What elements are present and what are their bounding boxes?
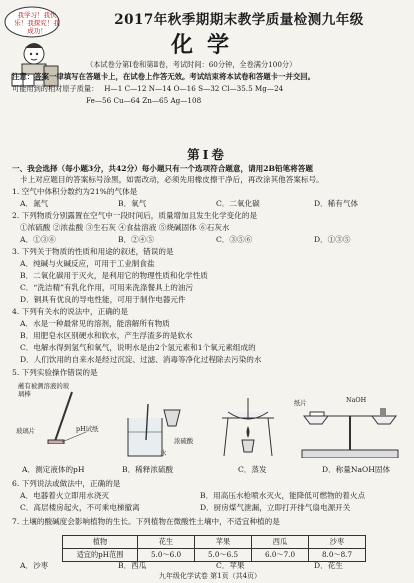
q3-option-a: A．纯碱与火碱反应，可用于工业制食盐 <box>20 259 155 268</box>
q1-stem: 1. 空气中体积分数约为21%的气体是 <box>12 187 138 196</box>
table-row <box>63 536 366 549</box>
q5-option-c: C．蒸发 <box>238 465 267 474</box>
table-cell: 适宜的pH范围 <box>63 549 138 562</box>
q5-option-d: D．称量NaOH固体 <box>322 465 391 474</box>
q7-option-d: D．花生 <box>314 561 343 570</box>
table-cell: 花生 <box>138 536 195 549</box>
q3-stem: 3. 下列关于物质的性质和用途的叙述，错误的是 <box>12 247 174 256</box>
table-cell: 西瓜 <box>252 536 309 549</box>
q4-option-d: D．人们饮用的自来水是经过沉淀、过滤、消毒等净化过程除去污染的水 <box>20 355 262 364</box>
evaporation-figure <box>214 396 284 460</box>
q4-option-a: A．水是一种最常见的溶剂，能溶解所有物质 <box>20 319 170 328</box>
table-cell: 8.0～8.7 <box>309 549 366 562</box>
exam-instruction: 注意：答案一律填写在答题卡上，在试卷上作答无效。考试结束将本试卷和答题卡一并交回。 <box>12 72 316 81</box>
figure-b-label-water: 水 <box>160 449 167 457</box>
q6-option-b: B．用高压水枪喷水灭火，能降低可燃物的着火点 <box>200 491 366 500</box>
q4-option-b: B．用肥皂水区别硬水和软水，产生浮渣多的是软水 <box>20 331 193 340</box>
figure-a-label-paper: pH试纸 <box>76 425 99 433</box>
q6-option-d: D．厨房煤气泄漏，立即打开排气扇电源开关 <box>200 503 351 512</box>
atomic-mass-label <box>12 84 283 93</box>
q2-items: ①浓硫酸 ②浓盐酸 ③生石灰 ④食盐溶液 ⑤烧碱固体 ⑥石灰水 <box>20 223 230 232</box>
q3-option-c: C．“洗洁精”有乳化作用，可用来洗涤餐具上的油污 <box>20 283 194 292</box>
subject-title: 化学 <box>170 32 243 58</box>
figure-d-label-paper: 纸片 <box>294 399 307 407</box>
table-cell: 5.0～6.0 <box>138 549 195 562</box>
speech-bubble-text: 我学习！我快乐！我探究！我成功！ <box>14 11 60 35</box>
q6-stem: 6. 下列说法或做法中，正确的是 <box>12 479 121 488</box>
q7-stem: 7. 土壤的酸碱度会影响植物的生长。下列植物在微酸性土壤中，不适宜种植的是 <box>12 517 280 526</box>
q7-option-b: B．西瓜 <box>118 561 147 570</box>
q1-option-d: D．稀有气体 <box>314 199 359 208</box>
q6-option-a: A．电器着火立即用水浇灭 <box>20 491 110 500</box>
q2-option-d: D．①③⑤ <box>314 235 351 244</box>
table-cell: 沙枣 <box>309 536 366 549</box>
exam-note: （本试卷分第Ⅰ卷和第Ⅱ卷，考试时间：60分钟，全卷满分100分） <box>86 60 297 69</box>
exam-title: 2017年秋季期期末教学质量检测九年级 <box>114 12 364 28</box>
q1-option-b: B．氧气 <box>118 199 147 208</box>
q2-option-a: A．①③⑥ <box>20 235 56 244</box>
dilute-acid-figure <box>118 400 198 464</box>
part1-heading: 一、我会选择（每小题3分，共42分）每小题只有一个选项符合题意，请用2B铅笔将答题 <box>12 164 313 173</box>
q4-option-c: C．电解水得到氢气和氧气，说明水是由2个氢元素和1个氧元素组成的 <box>20 343 256 352</box>
q5-stem: 5. 下列实验操作错误的是 <box>12 368 98 377</box>
q2-option-b: B．②④⑤ <box>118 235 154 244</box>
ph-range-table <box>62 535 366 562</box>
q3-option-d: D．铜具有优良的导电性能，可用于制作电器元件 <box>20 295 186 304</box>
figure-d-label-naoh: NaOH <box>346 396 367 404</box>
table-cell: 5.0～6.5 <box>195 549 252 562</box>
q1-option-a: A．氮气 <box>20 199 49 208</box>
atomic-mass-line2: Fe—56 Cu—64 Zn—65 Ag—108 <box>86 96 202 105</box>
figure-b-label-acid: 浓硫酸 <box>174 437 194 445</box>
q6-option-c: C．高层楼房起火，不可乘电梯撤离 <box>20 503 140 512</box>
figure-a-label-rod: 蘸有被测溶液的玻璃棒 <box>18 382 70 398</box>
q3-option-b: B．二氧化碳用于灭火，是利用它的物理性质和化学性质 <box>20 271 208 280</box>
section-title: 第Ⅰ卷 <box>187 147 227 162</box>
atomic-mass-line1: H—1 C—12 N—14 O—16 S—32 Cl—35.5 Mg—24 <box>104 84 284 93</box>
table-cell: 6.0～7.0 <box>252 549 309 562</box>
q1-option-c: C．二氧化碳 <box>216 199 260 208</box>
q2-option-c: C．③⑤⑥ <box>216 235 253 244</box>
q5-option-a: A．测定液体的pH <box>22 465 85 474</box>
atomic-mass-prefix: 可能用到的相对原子质量： <box>12 84 99 93</box>
q2-stem: 2. 下列物质分别露置在空气中一段时间后，质量增加且发生化学变化的是 <box>12 211 258 220</box>
q7-option-c: C．苹果 <box>216 561 245 570</box>
table-cell: 植物 <box>63 536 138 549</box>
part1-heading-cont: 卡上对应题目的答案标号涂黑，如需改动，必须先用橡皮擦干净后，再改涂其他答案标号。 <box>20 175 324 184</box>
figure-a-label-glass: 玻璃片 <box>16 427 36 435</box>
q4-stem: 4. 下列有关水的说法中，正确的是 <box>12 307 128 316</box>
q7-option-a: A．沙枣 <box>20 561 49 570</box>
q5-option-b: B．稀释浓硫酸 <box>122 465 174 474</box>
page-footer: 九年级化学试卷 第1页（共4页） <box>158 572 262 580</box>
table-cell: 苹果 <box>195 536 252 549</box>
